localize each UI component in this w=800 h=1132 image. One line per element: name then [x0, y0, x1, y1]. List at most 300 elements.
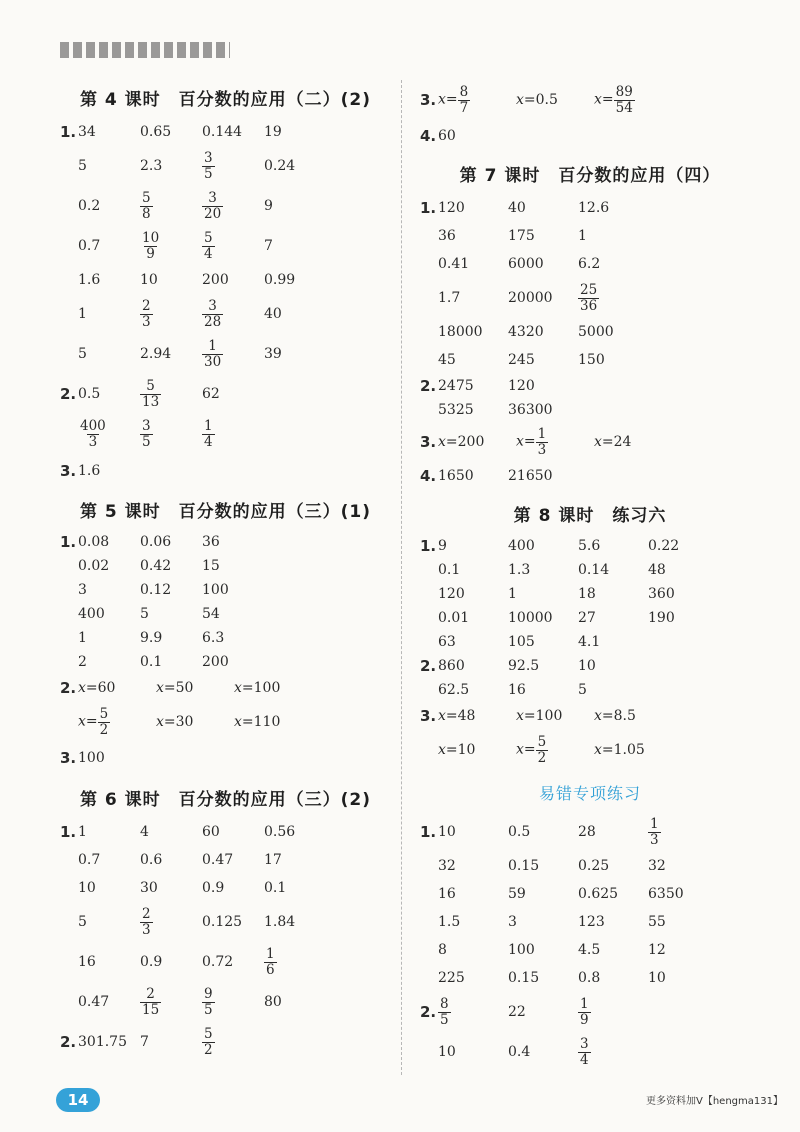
- answer-cell: x= $\frac{89}{54}$: [594, 84, 633, 116]
- answer-row: [420, 346, 760, 374]
- fraction: $\frac{400}{3}$: [80, 418, 106, 450]
- answer-cell: 0.02: [78, 558, 110, 574]
- fraction: $\frac{9}{5}$: [204, 986, 213, 1018]
- answer-cell: 21650: [508, 468, 553, 484]
- answer-cell: 0.5: [508, 824, 531, 840]
- answer-cell: x= $\frac{8}{7}$: [438, 84, 469, 116]
- answer-row: [420, 678, 760, 702]
- answer-cell: 190: [648, 610, 675, 626]
- answer-cell: 9: [438, 538, 447, 554]
- answer-cell: 0.1: [438, 562, 461, 578]
- answer-cell: x=30: [156, 714, 194, 730]
- left-column: [60, 82, 390, 1062]
- special-q1: [420, 812, 760, 992]
- lesson-7-q4: [420, 462, 760, 490]
- answer-cell: 100: [202, 582, 229, 598]
- answer-row: [420, 398, 760, 422]
- question-number: 1.: [420, 537, 437, 555]
- answer-row: [420, 730, 760, 770]
- answer-cell: 12: [648, 942, 666, 958]
- answer-cell: 18000: [438, 324, 483, 340]
- fraction: $\frac{1}{9}$: [580, 996, 589, 1028]
- answer-cell: 0.12: [140, 582, 172, 598]
- answer-cell: 1.5: [438, 914, 461, 930]
- answer-cell: [202, 339, 264, 368]
- answer-row: [420, 278, 760, 318]
- answer-cell: 1.3: [508, 562, 531, 578]
- answer-cell: 0.56: [264, 824, 296, 840]
- answer-cell: 105: [508, 634, 535, 650]
- answer-row: [60, 626, 390, 650]
- answer-cell: 36300: [508, 402, 553, 418]
- answer-cell: 16: [508, 682, 526, 698]
- answer-cell: 16: [438, 886, 456, 902]
- fraction: $\frac{3}{5}$: [204, 150, 213, 182]
- answer-cell: 400: [78, 606, 105, 622]
- answer-cell: 10: [78, 880, 96, 896]
- answer-cell: 0.15: [508, 858, 540, 874]
- answer-cell: 0.24: [264, 158, 296, 174]
- lesson-8-title: 第 8 课时 练习六: [513, 506, 667, 526]
- answer-row: [60, 334, 390, 374]
- answer-cell: x=100: [516, 708, 563, 724]
- answer-cell: 10: [140, 272, 158, 288]
- answer-cell: [438, 997, 508, 1026]
- answer-row: [420, 702, 760, 730]
- question-number: 2.: [420, 1003, 437, 1021]
- answer-cell: 40: [264, 306, 282, 322]
- answer-cell: 5.6: [578, 538, 601, 554]
- question-number: 2.: [420, 657, 437, 675]
- answer-cell: 4.5: [578, 942, 601, 958]
- answer-cell: [648, 817, 718, 846]
- answer-cell: 123: [578, 914, 605, 930]
- answer-cell: [578, 1037, 648, 1066]
- answer-cell: 8: [438, 942, 447, 958]
- lesson-8-q2: [420, 654, 760, 702]
- answer-cell: 80: [264, 994, 282, 1010]
- answer-row: [420, 582, 760, 606]
- answer-row: [60, 674, 390, 702]
- answer-cell: 1.84: [264, 914, 296, 930]
- fraction: $\frac{3}{4}$: [580, 1036, 589, 1068]
- answer-cell: 6350: [648, 886, 684, 902]
- answer-cell: 5000: [578, 324, 614, 340]
- question-number: 3.: [420, 707, 437, 725]
- answer-cell: 0.65: [140, 124, 172, 140]
- fraction: $\frac{1}{3}$: [537, 426, 547, 458]
- answer-cell: 0.15: [508, 970, 540, 986]
- answer-cell: 0.01: [438, 610, 470, 626]
- answer-row: [60, 702, 390, 742]
- fraction: $\frac{5}{2}$: [204, 1026, 213, 1058]
- answer-cell: 1: [78, 824, 87, 840]
- answer-cell: [140, 419, 202, 448]
- answer-row: [60, 554, 390, 578]
- answer-cell: 39: [264, 346, 282, 362]
- answer-row: [60, 650, 390, 674]
- fraction: $\frac{1}{3}$: [650, 816, 659, 848]
- answer-cell: 17: [264, 852, 282, 868]
- answer-cell: x= $\frac{5}{2}$: [516, 734, 547, 766]
- answer-cell: 0.1: [264, 880, 287, 896]
- fraction: $\frac{5}{13}$: [142, 378, 160, 410]
- answer-row: [60, 294, 390, 334]
- answer-cell: 30: [140, 880, 158, 896]
- answer-cell: 1: [578, 228, 587, 244]
- answer-row: [60, 818, 390, 846]
- header-strip: [60, 42, 230, 58]
- answer-row: [60, 874, 390, 902]
- answer-cell: 32: [438, 858, 456, 874]
- answer-cell: 20000: [508, 290, 553, 306]
- question-number: 1.: [60, 823, 77, 841]
- answer-row: [420, 1032, 760, 1072]
- answer-cell: 1650: [438, 468, 474, 484]
- question-number: 1.: [60, 123, 77, 141]
- question-number: 1.: [60, 533, 77, 551]
- question-number: 2.: [420, 377, 437, 395]
- fraction: $\frac{1}{30}$: [204, 338, 222, 370]
- fraction: $\frac{2}{15}$: [142, 986, 160, 1018]
- lesson-8-q3: [420, 702, 760, 770]
- answer-row: [60, 266, 390, 294]
- answer-cell: 92.5: [508, 658, 540, 674]
- answer-cell: [140, 231, 202, 260]
- answer-cell: [264, 947, 326, 976]
- answer-cell: 0.25: [578, 858, 610, 874]
- fraction: $\frac{8}{7}$: [459, 84, 469, 116]
- answer-cell: 4320: [508, 324, 544, 340]
- answer-cell: 28: [578, 824, 596, 840]
- answer-cell: 0.99: [264, 272, 296, 288]
- answer-cell: 4.1: [578, 634, 601, 650]
- answer-row: [60, 146, 390, 186]
- answer-cell: 0.47: [78, 994, 110, 1010]
- answer-cell: 120: [438, 200, 465, 216]
- question-number: 3.: [420, 91, 437, 109]
- answer-cell: 200: [202, 654, 229, 670]
- answer-cell: 40: [508, 200, 526, 216]
- answer-cell: 10: [578, 658, 596, 674]
- answer-value: 100: [78, 750, 105, 766]
- question-number: 2.: [60, 1033, 77, 1051]
- answer-cell: 1: [78, 630, 87, 646]
- answer-cell: 10: [648, 970, 666, 986]
- answer-cell: 3: [78, 582, 87, 598]
- answer-cell: 0.625: [578, 886, 619, 902]
- lesson-6-title: 第 6 课时 百分数的应用（三）(2): [80, 790, 372, 810]
- lesson-7-q3: [420, 422, 760, 462]
- answer-cell: 16: [78, 954, 96, 970]
- answer-cell: x=48: [438, 708, 476, 724]
- answer-cell: 32: [648, 858, 666, 874]
- answer-cell: [202, 151, 264, 180]
- answer-cell: [202, 191, 264, 220]
- answer-cell: x= $\frac{5}{2}$: [78, 706, 109, 738]
- answer-cell: 120: [438, 586, 465, 602]
- special-practice-title: 易错专项练习: [538, 784, 641, 803]
- answer-cell: 1: [508, 586, 517, 602]
- lesson-6-q4: [420, 120, 760, 152]
- answer-cell: 10: [438, 824, 456, 840]
- answer-cell: x=110: [234, 714, 281, 730]
- answer-cell: 59: [508, 886, 526, 902]
- answer-cell: x=60: [78, 680, 116, 696]
- answer-cell: 7: [264, 238, 273, 254]
- fraction: $\frac{2}{3}$: [142, 906, 151, 938]
- answer-cell: [140, 191, 202, 220]
- answer-cell: 5: [78, 914, 87, 930]
- answer-cell: [202, 419, 264, 448]
- answer-cell: 2.94: [140, 346, 172, 362]
- answer-row: [60, 902, 390, 942]
- answer-cell: [140, 907, 202, 936]
- answer-cell: 150: [578, 352, 605, 368]
- answer-cell: [202, 1027, 264, 1056]
- answer-cell: 5: [140, 606, 149, 622]
- answer-cell: 10: [438, 1044, 456, 1060]
- answer-cell: 0.1: [140, 654, 163, 670]
- answer-cell: 6.3: [202, 630, 225, 646]
- answer-cell: x=50: [156, 680, 194, 696]
- answer-cell: [140, 299, 202, 328]
- answer-cell: 0.72: [202, 954, 234, 970]
- right-column: [420, 80, 760, 1072]
- answer-row: [60, 226, 390, 266]
- answer-cell: 5325: [438, 402, 474, 418]
- answer-cell: 6.2: [578, 256, 601, 272]
- answer-cell: 0.41: [438, 256, 470, 272]
- answer-cell: 5: [78, 158, 87, 174]
- answer-cell: 0.125: [202, 914, 243, 930]
- answer-cell: 9: [264, 198, 273, 214]
- answer-cell: [202, 299, 264, 328]
- answer-cell: [202, 231, 264, 260]
- answer-row: [60, 414, 390, 454]
- answer-row: [60, 942, 390, 982]
- answer-cell: [78, 419, 140, 448]
- answer-row: [420, 318, 760, 346]
- answer-cell: 0.7: [78, 238, 101, 254]
- answer-cell: 5: [578, 682, 587, 698]
- answer-cell: 0.14: [578, 562, 610, 578]
- answer-row: [420, 534, 760, 558]
- column-divider: [401, 80, 402, 1075]
- answer-cell: x=10: [438, 742, 476, 758]
- lesson-5-q1: [60, 530, 390, 674]
- answer-row: [60, 118, 390, 146]
- answer-cell: 12.6: [578, 200, 610, 216]
- fraction: $\frac{1}{4}$: [204, 418, 213, 450]
- fraction: $\frac{8}{5}$: [440, 996, 449, 1028]
- answer-cell: 6000: [508, 256, 544, 272]
- lesson-7-q1: [420, 194, 760, 374]
- answer-row: [420, 80, 760, 120]
- answer-cell: 200: [202, 272, 229, 288]
- question-number: 2.: [60, 679, 77, 697]
- answer-cell: 100: [508, 942, 535, 958]
- answer-cell: 10000: [508, 610, 553, 626]
- question-number: 1.: [420, 823, 437, 841]
- answer-row: [420, 630, 760, 654]
- answer-cell: 63: [438, 634, 456, 650]
- lesson-5-q3: [60, 742, 390, 774]
- lesson-4-title: 第 4 课时 百分数的应用（二）(2): [80, 90, 372, 110]
- answer-cell: [578, 997, 648, 1026]
- answer-row: [420, 992, 760, 1032]
- answer-cell: [578, 283, 648, 312]
- question-number: 3.: [60, 462, 77, 480]
- answer-cell: 1.7: [438, 290, 461, 306]
- answer-cell: 22: [508, 1004, 526, 1020]
- answer-cell: 0.42: [140, 558, 172, 574]
- fraction: $\frac{25}{36}$: [580, 282, 598, 314]
- answer-cell: 5: [78, 346, 87, 362]
- answer-cell: 34: [78, 124, 96, 140]
- question-number: 4.: [420, 127, 437, 145]
- answer-row: [420, 964, 760, 992]
- question-number: 3.: [420, 433, 437, 451]
- lesson-7-title: 第 7 课时 百分数的应用（四）: [459, 166, 721, 186]
- answer-row: [60, 374, 390, 414]
- lesson-7-q2: [420, 374, 760, 422]
- lesson-6-q3: [420, 80, 760, 120]
- answer-cell: 860: [438, 658, 465, 674]
- answer-cell: [140, 987, 202, 1016]
- answer-cell: 27: [578, 610, 596, 626]
- answer-cell: 0.144: [202, 124, 243, 140]
- answer-row: [420, 880, 760, 908]
- answer-cell: x= $\frac{1}{3}$: [516, 426, 547, 458]
- answer-row: [60, 846, 390, 874]
- answer-cell: 0.47: [202, 852, 234, 868]
- answer-row: [60, 530, 390, 554]
- fraction: $\frac{1}{6}$: [266, 946, 275, 978]
- answer-cell: 4: [140, 824, 149, 840]
- answer-cell: 1.6: [78, 272, 101, 288]
- lesson-4-q1: [60, 118, 390, 374]
- answer-row: [420, 374, 760, 398]
- fraction: $\frac{5}{8}$: [142, 190, 151, 222]
- answer-cell: 175: [508, 228, 535, 244]
- fraction: $\frac{5}{2}$: [99, 706, 109, 738]
- answer-cell: 301.75: [78, 1034, 127, 1050]
- answer-cell: 225: [438, 970, 465, 986]
- answer-cell: 36: [202, 534, 220, 550]
- answer-cell: 2.3: [140, 158, 163, 174]
- answer-cell: 400: [508, 538, 535, 554]
- answer-row: [60, 186, 390, 226]
- answer-cell: 0.4: [508, 1044, 531, 1060]
- lesson-6-q1: [60, 818, 390, 1022]
- answer-row: [420, 462, 760, 490]
- answer-cell: 0.6: [140, 852, 163, 868]
- answer-cell: 1: [78, 306, 87, 322]
- answer-cell: 15: [202, 558, 220, 574]
- answer-cell: 0.9: [202, 880, 225, 896]
- answer-cell: 0.22: [648, 538, 680, 554]
- answer-row: [420, 812, 760, 852]
- answer-value: 60: [438, 128, 456, 144]
- answer-cell: 48: [648, 562, 666, 578]
- answer-cell: x=200: [438, 434, 485, 450]
- answer-row: [420, 194, 760, 222]
- answer-row: [420, 606, 760, 630]
- answer-cell: 60: [202, 824, 220, 840]
- answer-row: [60, 602, 390, 626]
- lesson-5-title: 第 5 课时 百分数的应用（三）(1): [80, 502, 372, 522]
- answer-cell: 62: [202, 386, 220, 402]
- answer-cell: 7: [140, 1034, 149, 1050]
- answer-row: [60, 982, 390, 1022]
- answer-cell: [140, 379, 202, 408]
- answer-cell: 0.9: [140, 954, 163, 970]
- answer-row: [60, 578, 390, 602]
- lesson-4-q2: [60, 374, 390, 454]
- answer-cell: x=0.5: [516, 92, 558, 108]
- fraction: $\frac{5}{4}$: [204, 230, 213, 262]
- answer-cell: 120: [508, 378, 535, 394]
- fraction: $\frac{3}{5}$: [142, 418, 151, 450]
- answer-cell: 9.9: [140, 630, 163, 646]
- answer-row: [420, 422, 760, 462]
- fraction: $\frac{89}{54}$: [615, 84, 633, 116]
- answer-cell: 360: [648, 586, 675, 602]
- answer-row: [420, 250, 760, 278]
- answer-cell: x=8.5: [594, 708, 636, 724]
- answer-row: [420, 852, 760, 880]
- answer-cell: 0.8: [578, 970, 601, 986]
- answer-row: [420, 222, 760, 250]
- answer-cell: 0.7: [78, 852, 101, 868]
- answer-cell: 18: [578, 586, 596, 602]
- answer-cell: [202, 987, 264, 1016]
- fraction: $\frac{5}{2}$: [537, 734, 547, 766]
- answer-cell: 55: [648, 914, 666, 930]
- fraction: $\frac{3}{28}$: [204, 298, 222, 330]
- answer-cell: x=100: [234, 680, 281, 696]
- answer-cell: 0.2: [78, 198, 101, 214]
- lesson-5-q2: [60, 674, 390, 742]
- answer-cell: x=1.05: [594, 742, 645, 758]
- answer-cell: x=24: [594, 434, 632, 450]
- answer-cell: 19: [264, 124, 282, 140]
- page-number-badge: 14: [56, 1088, 100, 1112]
- answer-cell: 36: [438, 228, 456, 244]
- question-number: 2.: [60, 385, 77, 403]
- answer-cell: 245: [508, 352, 535, 368]
- answer-cell: 45: [438, 352, 456, 368]
- answer-cell: 2: [78, 654, 87, 670]
- answer-cell: 2475: [438, 378, 474, 394]
- fraction: $\frac{10}{9}$: [142, 230, 160, 262]
- answer-cell: 62.5: [438, 682, 470, 698]
- answer-row: [420, 908, 760, 936]
- footer-note: 更多资料加V【hengma131】: [646, 1096, 783, 1107]
- answer-cell: 0.06: [140, 534, 172, 550]
- answer-row: [420, 936, 760, 964]
- lesson-6-q2: [60, 1022, 390, 1062]
- question-number: 3.: [60, 749, 77, 767]
- special-q2: [420, 992, 760, 1072]
- lesson-8-q1: [420, 534, 760, 654]
- fraction: $\frac{2}{3}$: [142, 298, 151, 330]
- question-number: 4.: [420, 467, 437, 485]
- answer-row: [420, 558, 760, 582]
- fraction: $\frac{3}{20}$: [204, 190, 222, 222]
- answer-cell: 0.08: [78, 534, 110, 550]
